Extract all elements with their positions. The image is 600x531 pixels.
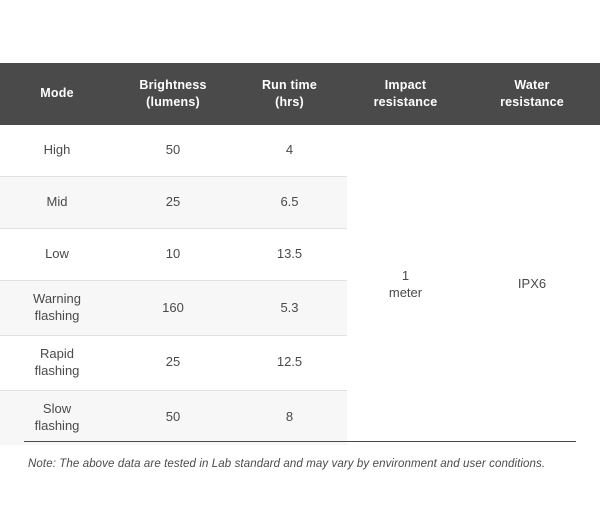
cell-brightness: 25 [114, 336, 232, 391]
table-row [0, 125, 600, 177]
specification-table [0, 63, 600, 445]
cell-runtime: 8 [232, 390, 347, 444]
table-note: Note: The above data are tested in Lab standard and may vary by environment and user conditions. [28, 458, 546, 470]
cell-mode: High [0, 125, 114, 177]
cell-mode: Mid [0, 177, 114, 229]
column-header-mode: Mode [0, 63, 114, 125]
table-bottom-divider [24, 441, 576, 442]
cell-runtime: 13.5 [232, 229, 347, 281]
table-header [0, 63, 600, 125]
cell-runtime: 6.5 [232, 177, 347, 229]
cell-water-resistance: IPX6 [464, 125, 600, 445]
cell-mode: Slow flashing [0, 390, 114, 444]
column-header-run-time: Run time (hrs) [232, 63, 347, 125]
cell-mode: Warning flashing [0, 281, 114, 336]
table-body [0, 125, 600, 445]
column-header-water-resistance: Water resistance [464, 63, 600, 125]
cell-brightness: 160 [114, 281, 232, 336]
cell-brightness: 50 [114, 125, 232, 177]
cell-mode: Rapid flashing [0, 336, 114, 391]
cell-brightness: 25 [114, 177, 232, 229]
cell-runtime: 4 [232, 125, 347, 177]
cell-impact-resistance: 1 meter [347, 125, 464, 445]
column-header-impact-resistance: Impact resistance [347, 63, 464, 125]
cell-runtime: 5.3 [232, 281, 347, 336]
cell-brightness: 50 [114, 390, 232, 444]
cell-runtime: 12.5 [232, 336, 347, 391]
cell-brightness: 10 [114, 229, 232, 281]
cell-mode: Low [0, 229, 114, 281]
column-header-brightness: Brightness (lumens) [114, 63, 232, 125]
table-header-row [0, 63, 600, 125]
